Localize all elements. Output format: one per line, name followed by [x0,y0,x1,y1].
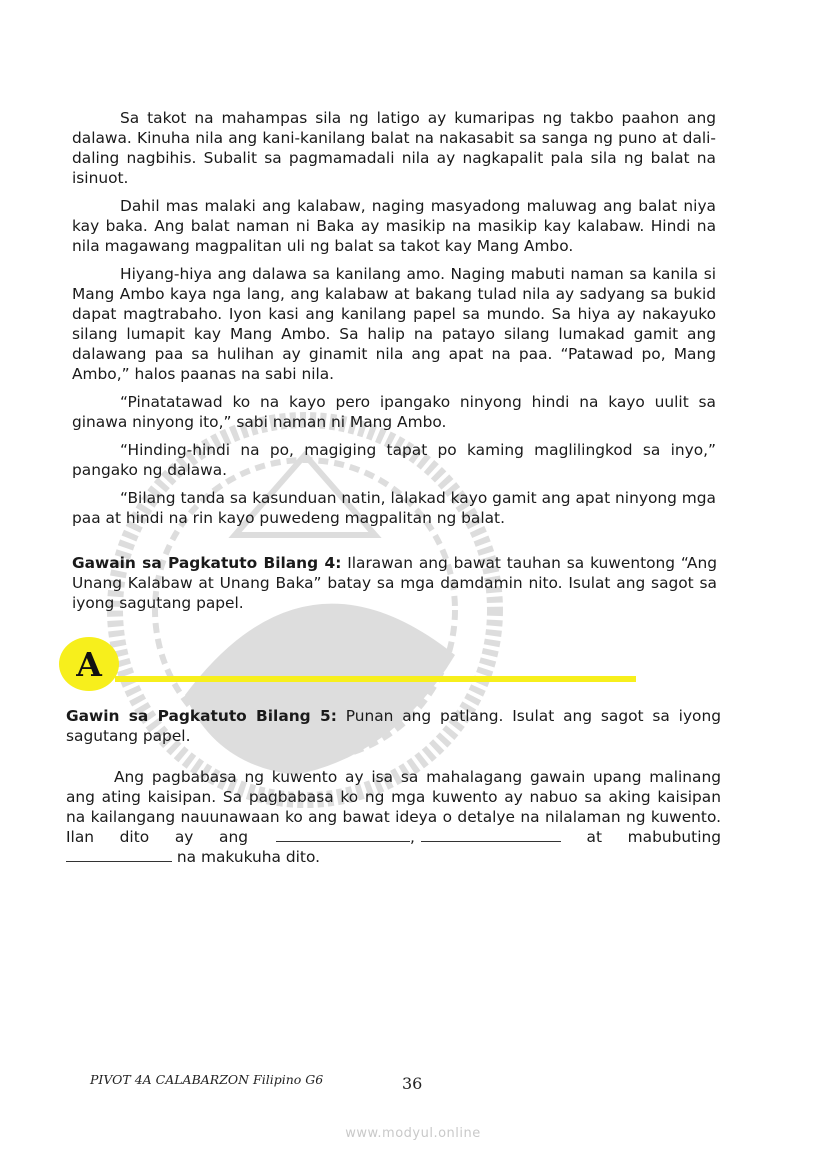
task-5-label: Gawin sa Pagkatuto Bilang 5: [66,707,337,725]
task-4-text: Ilarawan ang bawat tauhan sa kuwentong “Ang Unang Kalabaw at Unang Baka” batay sa mga damdamin nito. Isulat ang sagot sa iyong sagutang papel. [72,554,717,612]
story-paragraph: “Hinding-hindi na po, magiging tapat po kaming maglilingkod sa inyo,” pangako ng dalawa. [72,441,716,479]
story-paragraph: Sa takot na mahampas sila ng latigo ay kumaripas ng takbo paahon ang dalawa. Kinuha nila ang kani-kanilang balat na nakasabit sa sanga ng puno at dali-daling nagbihis. Subalit sa pagmamadali nila ay nagkapalit pala sila ng balat na isinuot. [72,109,716,187]
task-4-label: Gawain sa Pagkatuto Bilang 4: [72,554,342,572]
page-number: 36 [402,1074,423,1093]
footer-course-label: PIVOT 4A CALABARZON Filipino G6 [90,1072,324,1087]
fill-in-paragraph [66,767,721,867]
site-watermark: www.modyul.online [345,1126,481,1141]
answer-blank-1[interactable] [276,827,410,842]
task-5-text: Punan ang patlang. Isulat ang sagot sa iyong sagutang papel. [66,707,721,745]
section-a-badge [59,637,119,691]
fill-in-text-2: at mabubuting [560,828,721,846]
story-paragraph: Dahil mas malaki ang kalabaw, naging masyadong maluwag ang balat niya kay baka. Ang balat naman ni Baka ay masikip na masikip kay kalabaw. Hindi na nila magawang magpalitan uli ng balat sa takot kay Mang Ambo. [72,197,716,255]
story-paragraph: “Pinatatawad ko na kayo pero ipangako ninyong hindi na kayo uulit sa ginawa ninyong ito,” sabi naman ni Mang Ambo. [72,393,716,431]
story-text [72,108,716,536]
task-4-instruction [72,553,717,613]
fill-in-separator: , [409,828,415,846]
section-letter: A [76,644,102,684]
fill-in-text-3: na makukuha dito. [172,848,320,866]
section-a-underline [115,676,636,682]
answer-blank-2[interactable] [421,827,561,842]
answer-blank-3[interactable] [66,847,172,862]
story-paragraph: Hiyang-hiya ang dalawa sa kanilang amo. Naging mabuti naman sa kanila si Mang Ambo kaya nga lang, ang kalabaw at bakang tulad nila ay sadyang sa bukid dapat magtrabaho. Iyon kasi ang kanilang papel sa mundo. Sa hiya ay nakayuko silang lumapit kay Mang Ambo. Sa halip na patayo silang lumakad gamit ang dalawang paa sa hulihan ay ginamit nila ang apat na paa. “Patawad po, Mang Ambo,” halos paanas na sabi nila. [72,265,716,383]
task-5-instruction [66,706,721,746]
story-paragraph: “Bilang tanda sa kasunduan natin, lalakad kayo gamit ang apat ninyong mga paa at hindi na rin kayo puwedeng magpalitan ng balat. [72,489,716,527]
fill-in-text-1: Ang pagbabasa ng kuwento ay isa sa mahalagang gawain upang malinang ang ating kaisipan. Sa pagbabasa ko ng mga kuwento ay nabuo sa aking kaisipan na kailangang nauunawaan ko ang bawat ideya o detalye na nilalaman ng kuwento. Ilan dito ay ang [66,768,721,846]
